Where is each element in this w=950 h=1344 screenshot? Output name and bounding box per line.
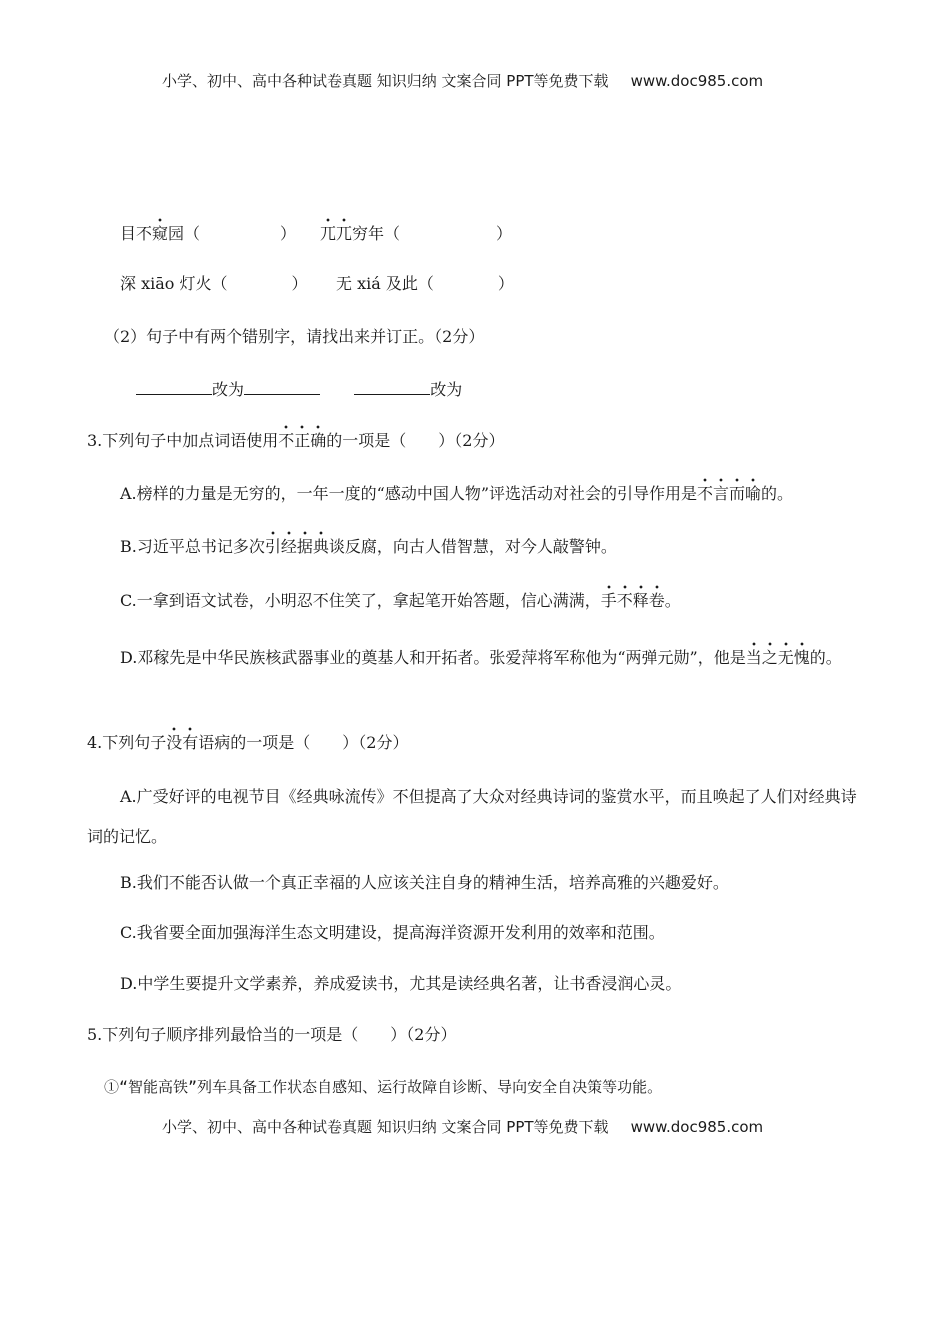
q3-option-c <box>120 590 681 612</box>
dotted-word: 不言而喻 <box>697 484 762 503</box>
dotted-word: 手不释卷 <box>600 591 665 610</box>
blank-line[interactable] <box>136 378 212 395</box>
text: 4.下列句子 <box>87 733 167 752</box>
change-label-1: 改为 <box>212 380 245 399</box>
blank-line[interactable] <box>354 378 430 395</box>
header-text: 小学、初中、高中各种试卷真题 知识归纳 文案合同 PPT等免费下载 <box>162 72 609 90</box>
text: 语病的一项是（ ）（2分） <box>198 733 409 752</box>
pinyin-item-3: 深 xiāo 灯火（ ） <box>120 274 308 293</box>
q3-option-a <box>120 483 793 505</box>
page-footer <box>162 1116 763 1137</box>
text: 的一项是（ ）（2分） <box>326 431 505 450</box>
text: 谈反腐，向古人借智慧，对今人敲警钟。 <box>328 537 617 556</box>
q2-sub: （2）句子中有两个错别字，请找出来并订正。（2分） <box>104 327 485 346</box>
footer-site: www.doc985.com <box>630 1118 764 1136</box>
footer-text: 小学、初中、高中各种试卷真题 知识归纳 文案合同 PPT等免费下载 <box>162 1118 609 1136</box>
page-header <box>162 70 763 91</box>
pinyin-item-2 <box>320 223 512 245</box>
correction-row <box>136 378 462 401</box>
q4-option-d: D.中学生要提升文学素养，养成爱读书，尤其是读经典名著，让书香浸润心灵。 <box>120 974 682 993</box>
dotted-word: 当之无愧 <box>745 648 810 667</box>
dotted-word: 没有 <box>166 733 199 752</box>
header-site: www.doc985.com <box>630 72 764 90</box>
text: 目不 <box>120 224 153 243</box>
text: C.一拿到语文试卷，小明忍不住笑了，拿起笔开始答题，信心满满， <box>120 591 601 610</box>
q4-option-c: C.我省要全面加强海洋生态文明建设，提高海洋资源开发利用的效率和范围。 <box>120 923 665 942</box>
text: A.榜样的力量是无穷的，一年一度的“感动中国人物”评选活动对社会的引导作用是 <box>120 484 698 503</box>
blank-line[interactable] <box>244 378 320 395</box>
change-label-2: 改为 <box>430 380 463 399</box>
pinyin-item-4: 无 xiá 及此（ ） <box>336 274 514 293</box>
q4-stem <box>87 732 408 754</box>
q4-option-b: B.我们不能否认做一个真正幸福的人应该关注自身的精神生活，培养高雅的兴趣爱好。 <box>120 873 729 892</box>
text: 穷年（ ） <box>352 224 513 243</box>
text: B.习近平总书记多次 <box>120 537 265 556</box>
pinyin-item-1 <box>120 223 296 245</box>
text: 的。 <box>809 648 842 667</box>
text: D.邓稼先是中华民族核武器事业的奠基人和开拓者。张爱萍将军称他为“两弹元勋”，他是 <box>120 648 746 667</box>
q3-option-b <box>120 536 617 558</box>
q4-option-a: A.广受好评的电视节目《经典咏流传》不但提高了大众对经典诗词的鉴赏水平，而且唤起了人们对经典诗词的记忆。 <box>87 787 857 846</box>
dotted-word: 不正确 <box>278 431 327 450</box>
q3-stem <box>87 430 504 452</box>
q5-stem: 5.下列句子顺序排列最恰当的一项是（ ）（2分） <box>87 1025 457 1044</box>
text: 。 <box>664 591 681 610</box>
q3-option-d <box>87 638 865 678</box>
text: 3.下列句子中加点词语使用 <box>87 431 279 450</box>
dotted-chars: 兀兀 <box>320 224 353 243</box>
text: 的。 <box>761 484 794 503</box>
dotted-char: 窥 <box>152 224 169 243</box>
text: 园（ ） <box>168 224 297 243</box>
q5-sentence-1: ①“智能高铁”列车具备工作状态自感知、运行故障自诊断、导向安全自决策等功能。 <box>104 1078 663 1096</box>
dotted-word: 引经据典 <box>264 537 329 556</box>
